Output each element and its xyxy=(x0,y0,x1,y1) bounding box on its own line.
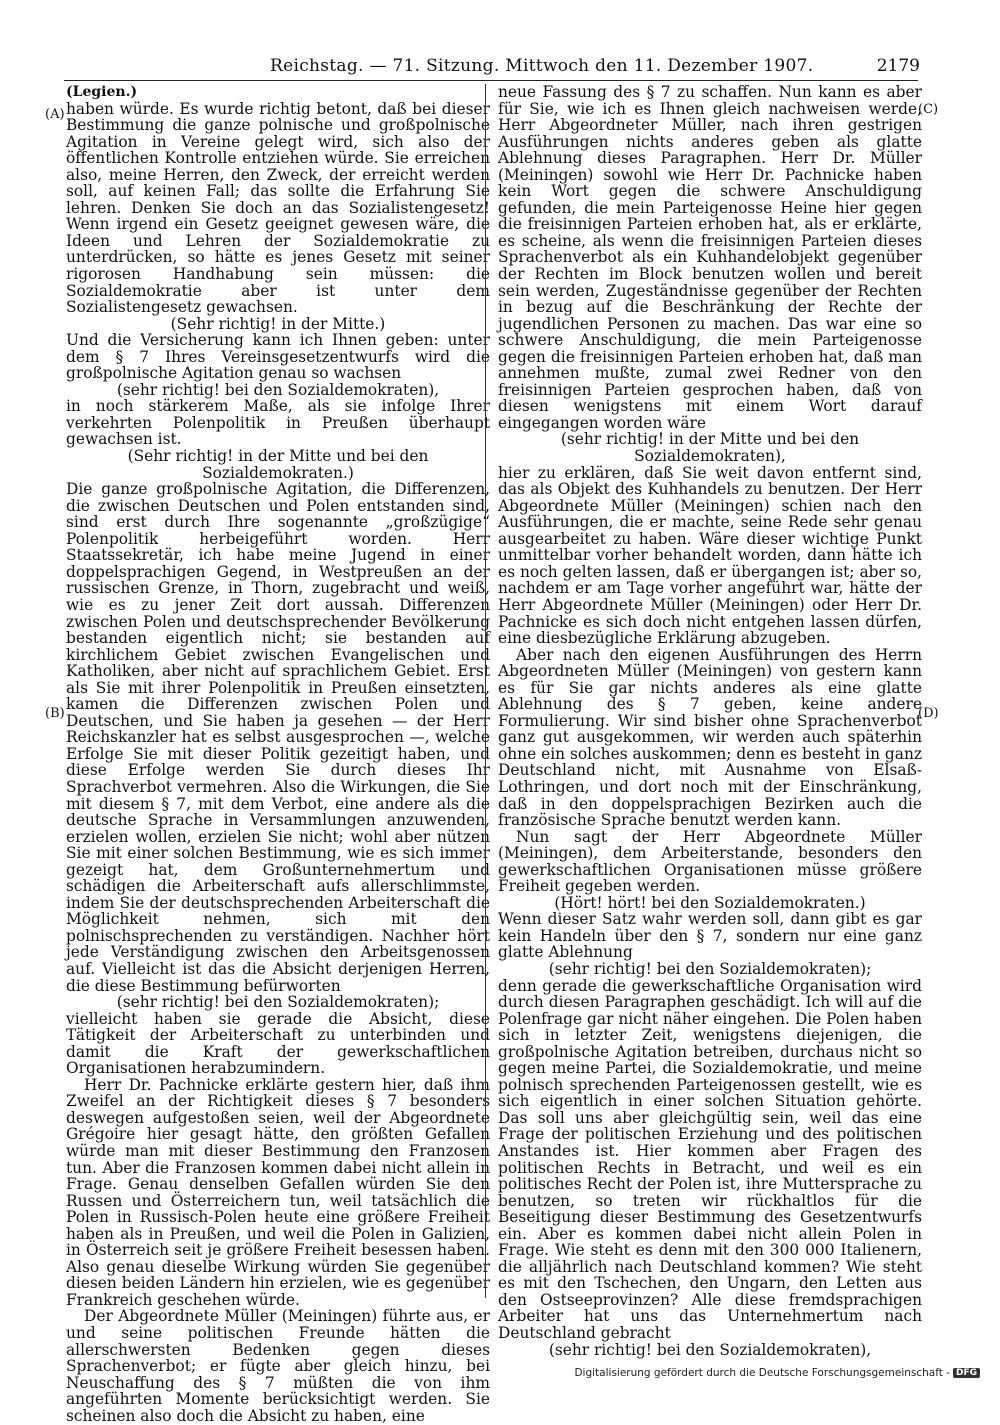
paragraph: Herr Dr. Pachnicke erklärte gestern hier, daß ihm Zweifel an der Richtigkeit dieses § 7 besonders deswegen aufgestoßen seien, weil der Abgeordnete Grégoire hier gesagt hätte, den größten Gefallen würde man mit dieser Bestimmung den Franzosen tun. Aber die Franzosen kommen dabei nicht allein in Frage. Genau denselben Gefallen würden Sie den Russen und Österreichern tun, weil tatsächlich die Polen in Russisch-Polen heute eine größere Freiheit haben als in Preußen, und weil die Polen in Galizien, in Österreich seit je größere Freiheit besessen haben. Also genau dieselbe Wirkung würden Sie gegenüber diesen beiden Ländern hin erzielen, wie es gegenüber Frankreich geschehen würde. xyxy=(66,1075,490,1309)
paragraph: Und die Versicherung kann ich Ihnen geben: unter dem § 7 Ihres Vereinsgesetzentwurfs wird die großpolnische Agitation genau so wachsen xyxy=(66,331,490,383)
right-text-column xyxy=(498,84,922,1358)
interjection: (Hört! hört! bei den Sozialdemokraten.) xyxy=(554,893,866,912)
interjection: (sehr richtig! in der Mitte und bei den Sozialdemokraten), xyxy=(560,430,860,466)
left-text-column xyxy=(66,84,490,1424)
paragraph: haben würde. Es wurde richtig betont, daß bei dieser Bestimmung die ganze polnische und großpolnische Agitation in Vereine gelegt wird, sich also der öffentlichen Kontrolle entziehen würde. Sie erreichen also, meine Herren, den Zweck, der erreicht werden soll, auf keinen Fall; das sollte die Erfahrung Sie lehren. Denken Sie doch an das Sozialistengesetz! Wenn irgend ein Gesetz geeignet gewesen wäre, die Ideen und Lehren der Sozialdemokratie zu unterdrücken, so hätte es jenes Gesetz mit seiner rigorosen Handhabung sein müssen: die Sozialdemokratie aber ist unter dem Sozialistengesetz gewachsen. xyxy=(66,99,490,317)
paragraph: vielleicht haben sie gerade die Absicht, diese Tätigkeit der Arbeiterschaft zu unterbinden und damit die Kraft der gewerkschaftlichen Organisationen herabzumindern. xyxy=(66,1009,490,1078)
paragraph: hier zu erklären, daß Sie weit davon entfernt sind, das als Objekt des Kuhhandels zu benutzen. Der Herr Abgeordnete Müller (Meiningen) schien nach den Ausführungen, die er machte, seine Rede sehr genau ausgearbeitet zu haben. Wäre dieser wichtige Punkt unmittelbar vorher behandelt worden, dann hätte ich es noch gelten lassen, daß er übergangen ist; aber so, nachdem er am Tage vorher angeführt war, hätte der Herr Abgeordnete Müller (Meiningen) oder Herr Dr. Pachnicke es sich doch nicht entgehen lassen dürfen, eine diesbezügliche Erklärung abzugeben. xyxy=(498,463,922,648)
paragraph: Wenn dieser Satz wahr werden soll, dann gibt es gar kein Handeln über den § 7, sondern nur eine ganz glatte Ablehnung xyxy=(498,910,922,962)
interjection: (sehr richtig! bei den Sozialdemokraten), xyxy=(116,380,440,399)
interjection: (sehr richtig! bei den Sozialdemokraten); xyxy=(548,959,872,978)
dfg-logo: DFG xyxy=(953,1368,980,1378)
interjection: (Sehr richtig! in der Mitte.) xyxy=(170,314,386,333)
page-number: 2179 xyxy=(876,56,920,76)
speaker-label: (Legien.) xyxy=(66,84,138,100)
paragraph: denn gerade die gewerkschaftliche Organisation wird durch diesen Paragraphen geschädigt. Ich will auf die Polenfrage gar nicht näher eingehen. Die Polen haben sich in letzter Zeit, wenigstens diejenigen, die großpolnische Agitation betreiben, durchaus nicht so gegen meine Partei, die Sozialdemokratie, und meine polnisch sprechenden Parteigenossen gestellt, wie es sich eigentlich in einer solchen Situation gehörte. Das soll uns aber gleichgültig sein, weil das eine Frage der politischen Erziehung und des politischen Anstandes ist. Hier kommen aber Fragen des politischen Rechts in Betracht, und weil es ein politisches Recht der Polen ist, ihre Muttersprache zu benutzen, so treten wir rückhaltlos für die Beseitigung dieser Bestimmung des Gesetzentwurfs ein. Aber es kommen dabei nicht allein Polen in Frage. Wie steht es denn mit den 300 000 Italienern, die alljährlich nach Deutschland kommen? Wie steht es mit den Tschechen, den Ungarn, den Letten aus den Ostseeprovinzen? Alle diese fremdsprachigen Arbeiter hat uns das Unternehmertum nach Deutschland gebracht xyxy=(498,976,922,1343)
footer-credit xyxy=(574,1367,980,1379)
paragraph: Die ganze großpolnische Agitation, die Differenzen, die zwischen Deutschen und Polen entstanden sind, sind erst durch Ihre sogenannte „großzügige“ Polenpolitik herbeigeführt worden. Herr Staatssekretär, ich habe meine Jugend in einer doppelsprachigen Gegend, in Westpreußen an der russischen Grenze, in Thorn, zugebracht und weiß, wie es zu jener Zeit dort aussah. Differenzen zwischen Polen und deutschsprechender Bevölkerung bestanden eigentlich nicht; sie bestanden auf kirchlichem Gebiet zwischen Evangelischen und Katholiken, aber nicht auf sprachlichem Gebiet. Erst als Sie mit ihrer Polenpolitik in Preußen einsetzten, kamen die Differenzen zwischen Polen und Deutschen, und Sie haben ja gesehen — der Herr Reichskanzler hat es selbst ausgesprochen —, welche Erfolge Sie mit dieser Politik gezeitigt haben, und diese Erfolge werden Sie durch dieses Ihr Sprachverbot vermehren. Also die Wirkungen, die Sie mit diesem § 7, mit dem Verbot, eine andere als die deutsche Sprache in Versammlungen anzuwenden, erzielen wollen, erzielen Sie nicht; wohl aber nützen Sie mit einer solchen Bestimmung, wie es sich immer gezeigt hat, dem Großunternehmertum und schädigen die Arbeiterschaft aufs allerschlimmste, indem Sie der deutschsprechenden Arbeiterschaft die Möglichkeit nehmen, sich mit den polnischsprechenden zu verständigen. Nachher hört jede Verständigung zwischen den Arbeitsgenossen auf. Vielleicht ist das die Absicht derjenigen Herren, die diese Bestimmung befürworten xyxy=(66,480,490,995)
page-header xyxy=(70,56,920,82)
header-rule xyxy=(64,80,918,81)
interjection: (Sehr richtig! in der Mitte und bei den Sozialdemokraten.) xyxy=(127,447,429,482)
page-title: Reichstag. — 71. Sitzung. Mittwoch den 11. Dezember 1907. xyxy=(270,56,814,76)
paragraph: Der Abgeordnete Müller (Meiningen) führte aus, er und seine politischen Freunde hätten die allerschwersten Bedenken gegen dieses Sprachenverbot; er fügte aber gleich hinzu, bei Neuschaffung des § 7 müßten die von ihm angeführten Momente berücksichtigt werden. Sie scheinen also doch die Absicht zu haben, eine xyxy=(66,1307,490,1425)
margin-marker-a: (A) xyxy=(45,107,65,122)
interjection: (sehr richtig! bei den Sozialdemokraten); xyxy=(116,993,440,1012)
paragraph: in noch stärkerem Maße, als sie infolge Ihrer verkehrten Polenpolitik in Preußen überhaupt gewachsen ist. xyxy=(66,397,490,449)
paragraph: neue Fassung des § 7 zu schaffen. Nun kann es aber für Sie, wie ich es Ihnen gleich nachweisen werde, Herr Abgeordneter Müller, nach ihren gestrigen Ausführungen nichts anderes geben als glatte Ablehnung dieses Paragraphen. Herr Dr. Müller (Meiningen) sowohl wie Herr Dr. Pachnicke haben kein Wort gegen die schwere Anschuldigung gefunden, die mein Parteigenosse Heine hier gegen die freisinnigen Parteien erhoben hat, als er erklärte, es scheine, als wenn die freisinnigen Parteien dieses Sprachenverbot als ein Kuhhandelobjekt gegenüber der Rechten im Block benutzen wollen und bereit sein werden, Zugeständnisse gegenüber der Rechten in bezug auf die Beschränkung der Rechte der jugendlichen Personen zu machen. Das war eine so schwere Anschuldigung, die mein Parteigenosse gegen die freisinnigen Parteien erhoben hat, daß man annehmen mußte, zumal zwei Redner von den freisinnigen Parteien gesprochen haben, daß von diesen wenigstens mit einem Wort darauf eingegangen worden wäre xyxy=(498,83,922,432)
paragraph: Nun sagt der Herr Abgeordnete Müller (Meiningen), dem Arbeiterstande, besonders den gewerkschaftlichen Organisationen müsse größere Freiheit gegeben werden. xyxy=(498,827,922,896)
margin-marker-b: (B) xyxy=(45,706,65,721)
paragraph: Aber nach den eigenen Ausführungen des Herrn Abgeordneten Müller (Meiningen) von gestern kann es für Sie gar nichts anderes als eine glatte Ablehnung des § 7 geben, keine andere Formulierung. Wir sind bisher ohne Sprachenverbot ganz gut ausgekommen, wir werden auch späterhin ohne ein solches auskommen; denn es besteht in ganz Deutschland nicht, mit Ausnahme von Elsaß-Lothringen, und dort noch mit der Einschränkung, daß in den doppelsprachigen Bezirken auch die französische Sprache benutzt werden kann. xyxy=(498,645,922,830)
footer-text: Digitalisierung gefördert durch die Deutsche Forschungsgemeinschaft - xyxy=(574,1367,950,1379)
interjection: (sehr richtig! bei den Sozialdemokraten), xyxy=(548,1340,872,1359)
margin-marker-c: (C) xyxy=(918,102,939,117)
column-divider xyxy=(485,84,486,1298)
margin-marker-d: (D) xyxy=(918,706,939,721)
